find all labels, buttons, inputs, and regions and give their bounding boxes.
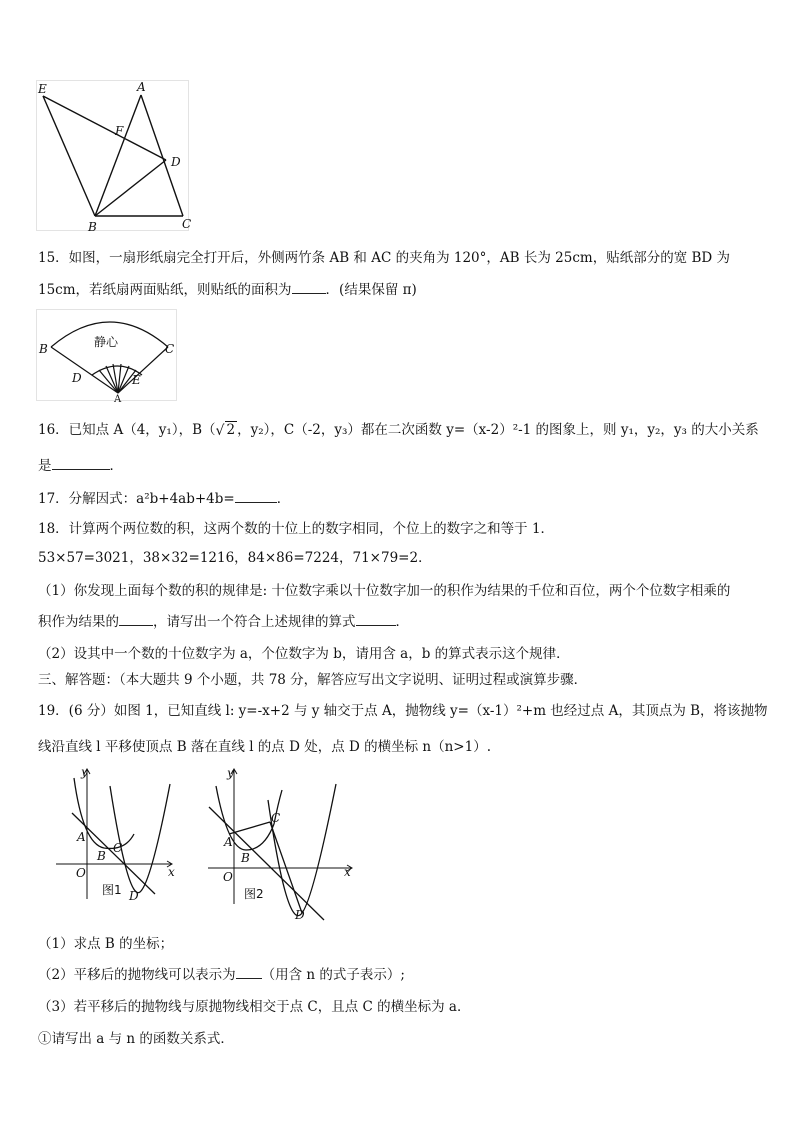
q16-line2-end: ． bbox=[109, 458, 123, 474]
answer-blank bbox=[236, 966, 262, 979]
q18-line2: 53×57=3021，38×32=1216，84×86=7224，71×79=2． bbox=[38, 550, 432, 566]
figure-graph-1 bbox=[52, 764, 182, 904]
q18-line3: （1）你发现上面每个数的积的规律是: 十位数字乘以十位数字加一的积作为结果的千位和百位，两个个位数字相乘的 bbox=[38, 583, 731, 599]
q19-part2-start: （2）平移后的抛物线可以表示为 bbox=[38, 967, 236, 983]
label-D: D bbox=[72, 371, 82, 385]
q19-part3: （3）若平移后的抛物线与原抛物线相交于点 C，且点 C 的横坐标为 a． bbox=[38, 999, 471, 1015]
label-E: E bbox=[132, 373, 141, 387]
q19-part2-end: （用含 n 的式子表示）; bbox=[261, 967, 405, 983]
label-C: C bbox=[271, 811, 281, 825]
q16-line2 bbox=[38, 457, 764, 475]
label-E: E bbox=[38, 82, 47, 96]
q15-line2 bbox=[38, 281, 764, 299]
section-heading: 三、解答题：（本大题共 9 个小题，共 78 分，解答应写出文字说明、证明过程或演算步骤． bbox=[38, 672, 588, 688]
label-B: B bbox=[241, 851, 250, 865]
q16-line1-end: ，y₂），C（-2，y₃）都在二次函数 y=（x-2）²-1 的图象上，则 y₁，y₂，y₃ 的大小关系 bbox=[237, 422, 759, 438]
q19-part2 bbox=[38, 966, 764, 984]
axis-y-label: y bbox=[81, 765, 88, 779]
label-C: C bbox=[165, 342, 175, 356]
label-B: B bbox=[88, 220, 97, 234]
figure-caption: 图2 bbox=[244, 887, 264, 901]
label-C: C bbox=[182, 217, 192, 231]
axis-y-label: y bbox=[227, 766, 234, 780]
label-D: D bbox=[171, 155, 181, 169]
label-B: B bbox=[97, 849, 106, 863]
fan-text: 静心 bbox=[94, 335, 119, 349]
q18-line4-start: 积作为结果的 bbox=[38, 614, 119, 630]
axis-x-label: x bbox=[168, 865, 175, 879]
q16-line1-start: 16．已知点 A（4，y₁），B（ bbox=[38, 422, 216, 438]
q19-line1: 19．(6 分）如图 1，已知直线 l: y=-x+2 与 y 轴交于点 A，抛物线 y=（x-1）²+m 也经过点 A，其顶点为 B，将该抛物 bbox=[38, 703, 768, 719]
label-A: A bbox=[137, 80, 146, 94]
q17-line bbox=[38, 490, 764, 508]
q17-end: ． bbox=[276, 491, 291, 507]
q17-text: 17．分解因式：a²b+4ab+4b= bbox=[38, 491, 235, 507]
q18-line5: （2）设其中一个数的十位数字为 a，个位数字为 b，请用含 a，b 的算式表示这个规律． bbox=[38, 646, 570, 662]
q19-line2: 线沿直线 l 平移使顶点 B 落在直线 l 的点 D 处，点 D 的横坐标 n（n>1）. bbox=[38, 739, 491, 755]
answer-blank bbox=[235, 490, 277, 503]
q15-line2-end: ．(结果保留 π) bbox=[325, 282, 417, 298]
label-B: B bbox=[39, 342, 48, 356]
figure-graph-2 bbox=[204, 764, 356, 924]
figure-triangle bbox=[36, 80, 196, 235]
figure-caption: 图1 bbox=[102, 883, 122, 897]
q15-line2-start: 15cm，若纸扇两面贴纸，则贴纸的面积为 bbox=[38, 282, 292, 298]
axis-x-label: x bbox=[344, 865, 351, 879]
q18-line4-mid: ，请写出一个符合上述规律的算式 bbox=[153, 614, 356, 630]
label-A: A bbox=[77, 830, 86, 844]
q16-line2-start: 是 bbox=[38, 458, 52, 474]
label-A: A bbox=[114, 394, 122, 404]
q18-line4 bbox=[38, 613, 764, 631]
label-F: F bbox=[115, 124, 124, 138]
label-O: O bbox=[76, 866, 86, 880]
q15-line1: 15．如图，一扇形纸扇完全打开后，外侧两竹条 AB 和 AC 的夹角为 120°，AB 长为 25cm，贴纸部分的宽 BD 为 bbox=[38, 250, 731, 266]
label-O: O bbox=[223, 870, 233, 884]
answer-blank bbox=[119, 613, 153, 626]
q19-part1: （1）求点 B 的坐标； bbox=[38, 936, 174, 952]
figure-fan bbox=[36, 309, 181, 404]
label-D: D bbox=[129, 889, 139, 903]
answer-blank bbox=[292, 281, 326, 294]
answer-blank bbox=[356, 613, 396, 626]
q16-line1 bbox=[38, 421, 764, 439]
q19-part4: ①请写出 a 与 n 的函数关系式． bbox=[38, 1031, 234, 1047]
label-C: C bbox=[113, 841, 123, 855]
label-D: D bbox=[295, 908, 305, 922]
answer-blank bbox=[52, 457, 110, 470]
q18-line4-end: ． bbox=[395, 614, 409, 630]
q18-line1: 18．计算两个两位数的积，这两个数的十位上的数字相同，个位上的数字之和等于 1． bbox=[38, 521, 555, 537]
sqrt-expression: √ 2 bbox=[215, 422, 236, 439]
sqrt-radicand: 2 bbox=[226, 422, 236, 438]
label-A: A bbox=[224, 835, 233, 849]
